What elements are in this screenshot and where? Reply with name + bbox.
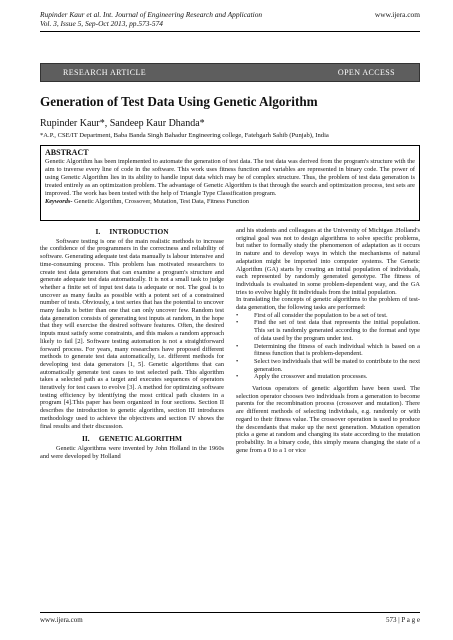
- section-heading-introduction: I. INTRODUCTION: [95, 227, 169, 236]
- list-item: • Find the set of test data that represents the initial population. This set is randomly generated according to the format and type of data used by the program under test.: [236, 319, 420, 342]
- research-article-label: RESEARCH ARTICLE: [63, 68, 147, 77]
- citation-line-2: Vol. 3, Issue 5, Sep-Oct 2013, pp.573-574: [40, 19, 163, 28]
- right-paragraph-1: and his students and colleagues at the University of Michigan .Holland's original goal was not to design algorithms to solve specific problems, but rather to formally study the phenomenon of adaptation as it occurs in nature and to develop ways in which the mechanisms of natural adaptation might be imported into computer systems. The Genetic Algorithm (GA) starts by creating an initial population of individuals, each represented by randomly generated genotype. The fitness of individuals is evaluated in some problem-dependent way, and the GA tries to evolve highly fit individuals from the initial population.: [236, 227, 420, 296]
- page-footer: [40, 616, 420, 624]
- bullet-icon: •: [236, 357, 239, 365]
- abstract-text: Genetic Algorithm has been implemented to automate the generation of test data. The test data was derived from the program's structure with the aim to traverse every line of code in the software. This work uses fitness function and variables are represented in binary code. The power of using Genetic Algorithm lies in its ability to handle input data which may be of complex structure. Thus, the problem of test data generation is treated entirely as an optimization problem. The advantage of Genetic Algorithm is that through the search and optimization process, test sets are improved. The work has been tested with the help of Triangle Type Classification program.: [45, 158, 415, 197]
- list-item: • First of all consider the population to be a set of test.: [236, 311, 388, 319]
- article-type-banner: [40, 63, 420, 82]
- open-access-label: OPEN ACCESS: [337, 68, 395, 77]
- header-site-link[interactable]: www.ijera.com: [374, 10, 420, 19]
- affiliation: *A.P., CSE/IT Department, Baba Banda Singh Bahadur Engineering college, Fatehgarh Sahib (Punjab), India: [40, 132, 329, 139]
- left-column: [40, 227, 224, 460]
- footer-site-link[interactable]: www.ijera.com: [40, 616, 83, 624]
- footer-rule: [40, 612, 420, 613]
- right-paragraph-2: In translating the concepts of genetic algorithms to the problem of test-data generation, the following tasks are performed:: [236, 296, 420, 312]
- abstract-heading: ABSTRACT: [45, 148, 89, 157]
- task-list: [236, 312, 420, 381]
- list-item: • Select two individuals that will be mated to contribute to the next generation.: [236, 357, 420, 373]
- bullet-icon: •: [236, 342, 239, 350]
- bullet-icon: •: [236, 319, 239, 327]
- right-column: [236, 227, 420, 454]
- list-item: • Determining the fitness of each individual which is based on a fitness function that is problem-dependent.: [236, 342, 420, 358]
- header-rule: [40, 31, 420, 32]
- bullet-icon: •: [236, 311, 239, 319]
- paper-title: Generation of Test Data Using Genetic Algorithm: [40, 94, 318, 109]
- citation-line-1: Rupinder Kaur et al. Int. Journal of Engineering Research and Application: [40, 10, 263, 19]
- introduction-paragraph: Software testing is one of the main realistic methods to increase the confidence of the programmers in the correctness and reliability of software. Generating adequate test data manually is labour intensive and time-consuming process. This problem has motivated researchers to create test data generators that can examine a program's structure and generate adequate test data automatically. It is not a small task to judge whether a finite set of input test data is adequate or not. The goal is to uncover as many faults as possible with a potent set of a constrained number of tests. Obviously, a test series that has the potential to uncover many faults is better than one that can only uncover few. Random test data generation consists of generating test inputs at random, in the hope that they will exercise the desired software features. Often, the desired inputs must satisfy some constraints, and this makes a random approach likely to fail [2]. Software testing automation is not a straightforward forward process. For years, many researchers have proposed different methods to generate test data automatically, i.e. different methods for developing test data generators [1, 5]. Genetic algorithms that can automatically generate test cases to test selected path. This algorithm takes a selected path as a target and executes sequences of operators iteratively for test cases to evolve [3]. A method for optimizing software testing efficiency by identifying the most critical path clusters in a program [4].This paper has been organized in four sections. Section II describes the introduction to genetic algorithm, section III introduces methodology used to achieve the objectives and section IV shows the final results and their discussion.: [40, 237, 224, 430]
- right-paragraph-3: Various operators of genetic algorithm have been used. The selection operator chooses two individuals from a generation to become parents for the recombination process (crossover and mutation). There are different methods of selecting individuals, e.g. randomly or with regard to their fitness value. The crossover operation is used to produce the descendants that make up the next generation. Mutation operation picks a gene at random and changing its state according to the mutation probability. In a binary code, this simply means changing the state of a gene from a 0 to a 1 or vice: [236, 385, 420, 454]
- author-list: Rupinder Kaur*, Sandeep Kaur Dhanda*: [40, 118, 205, 129]
- bullet-icon: •: [236, 373, 239, 381]
- running-header: [40, 10, 420, 28]
- keywords-text: Genetic Algorithm, Crossover, Mutation, Test Data, Fitness Function: [72, 197, 249, 205]
- list-item: • Apply the crossover and mutation processes.: [236, 373, 368, 381]
- page-number: 573 | P a g e: [386, 616, 420, 624]
- keywords-label: Keywords-: [45, 197, 73, 205]
- section-heading-genetic-algorithm: II. GENETIC ALGORITHM: [82, 434, 182, 444]
- genetic-algorithm-paragraph: Genetic Algorithms were invented by John Holland in the 1960s and were developed by Holland: [40, 444, 224, 460]
- abstract-box: [40, 145, 420, 221]
